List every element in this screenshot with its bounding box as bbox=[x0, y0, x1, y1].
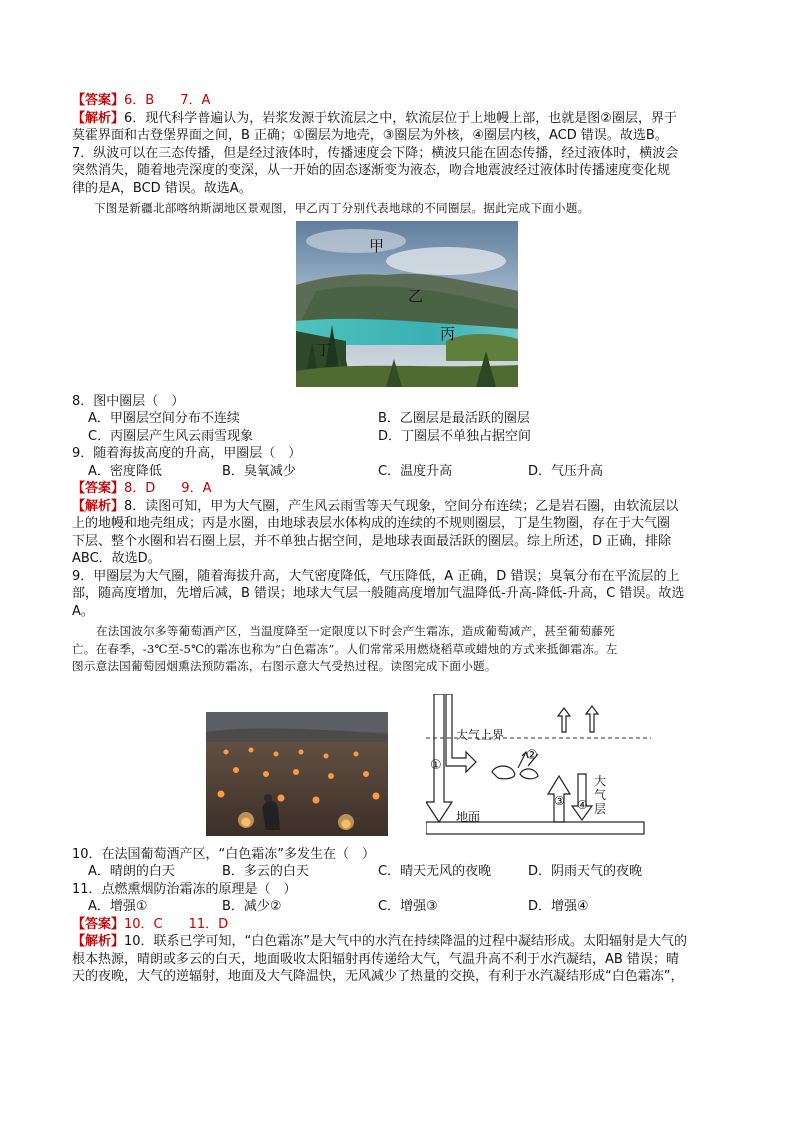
option-a: A．密度降低 bbox=[88, 463, 162, 479]
label-n3: ③ bbox=[554, 793, 565, 808]
option-a: A．晴朗的白天 bbox=[88, 864, 175, 879]
explanation-line: 天的夜晚，大气的逆辐射，地面及大气降温快，无风减少了热量的交换，有利于水汽凝结形成“白色霜冻”， bbox=[72, 969, 684, 984]
answer-tag: 【答案】 bbox=[72, 481, 125, 496]
option-b: B．乙圈层是最活跃的圈层 bbox=[378, 411, 530, 426]
explanation-line: 部，随高度增加，先增后减，B 错误；地球大气层一般随高度增加气温降低-升高-降低-升高，C 错误。故选 bbox=[72, 586, 685, 601]
intro-line: 图示意法国葡萄园烟熏法预防霜冻，右图示意大气受热过程。读图完成下面小题。 bbox=[72, 659, 497, 673]
option-a: A．增强① bbox=[88, 899, 148, 914]
label-n1: ① bbox=[430, 757, 442, 773]
label-bing: 丙 bbox=[440, 324, 456, 343]
question-8 bbox=[72, 393, 724, 446]
intro-paragraph-2 bbox=[72, 623, 724, 676]
explanation-line: 6．现代科学普遍认为，岩浆发源于软流层之中，软流层位于上地幔上部，也就是图②圈层，界于 bbox=[124, 110, 677, 126]
option-d: D．气压升高 bbox=[528, 463, 604, 479]
label-n4: ④ bbox=[577, 797, 588, 812]
label-n2: ② bbox=[526, 747, 538, 763]
question-stem: 8．图中圈层（ ） bbox=[72, 393, 185, 409]
kanas-lake-photo bbox=[296, 221, 518, 387]
answer-text: 8．D 9．A bbox=[124, 481, 212, 496]
question-10 bbox=[72, 846, 724, 881]
explanation-line: 10．联系已学可知，“白色霜冻”是大气中的水汽在持续降温的过程中凝结形成。太阳辐射是大气的 bbox=[124, 934, 688, 949]
option-d: D．增强④ bbox=[528, 899, 589, 914]
intro-line: 亡。在春季，-3℃至-5℃的霜冻也称为“白色霜冻”。人们常常采用燃烧稻草或蜡烛的方式来抵御霜冻。左 bbox=[72, 641, 618, 656]
option-b: B．臭氧减少 bbox=[222, 463, 296, 479]
explanation-10-11 bbox=[72, 933, 724, 986]
label-atmosphere-layer: 大 气 层 bbox=[594, 773, 607, 816]
label-jia: 甲 bbox=[369, 236, 385, 255]
option-a: A．甲圈层空间分布不连续 bbox=[88, 411, 240, 426]
label-yi: 乙 bbox=[408, 286, 424, 305]
answer-8-9 bbox=[72, 480, 724, 498]
answer-6-7 bbox=[72, 92, 724, 110]
question-11 bbox=[72, 881, 724, 916]
answer-10-11 bbox=[72, 916, 724, 934]
question-stem: 9．随着海拔高度的升高，甲圈层（ ） bbox=[72, 446, 302, 461]
explanation-line: 9．甲圈层为大气圈，随着海拔升高，大气密度降低，气压降低，A 正确，D 错误；臭氧分布在平流层的上 bbox=[72, 568, 680, 584]
option-c: C．增强③ bbox=[378, 899, 438, 914]
explanation-line: 下层、整个水圈和岩石圈上层，并不单独占据空间，是地球表面最活跃的圈层。综上所述，D 正确，排除 bbox=[72, 533, 672, 549]
label-ding: 丁 bbox=[316, 340, 332, 359]
option-c: C．晴天无风的夜晚 bbox=[378, 864, 492, 879]
option-b: B．多云的白天 bbox=[222, 864, 309, 879]
option-b: B．减少② bbox=[222, 899, 282, 914]
explanation-line: 7．纵波可以在三态传播，但是经过液体时，传播速度会下降；横波只能在固态传播，经过液体时，横波会 bbox=[72, 145, 679, 161]
question-9 bbox=[72, 445, 724, 480]
figure-kanas-lake bbox=[72, 221, 724, 391]
label-ground: 地面 bbox=[456, 809, 481, 824]
explanation-6-7 bbox=[72, 110, 724, 198]
answer-text: 6．B 7．A bbox=[124, 93, 211, 108]
option-c: C．温度升高 bbox=[378, 463, 453, 479]
label-upper-atmosphere: 大气上界 bbox=[456, 727, 505, 742]
answer-tag: 【答案】 bbox=[72, 916, 125, 932]
explanation-tag: 【解析】 bbox=[72, 934, 125, 949]
explanation-tag: 【解析】 bbox=[72, 498, 125, 514]
option-d: D．丁圈层不单独占据空间 bbox=[378, 428, 532, 444]
explanation-line: ABC．故选D。 bbox=[72, 551, 161, 566]
explanation-line: 莫霍界面和古登堡界面之间，B 正确；①圈层为地壳，③圈层为外核，④圈层内核，ACD 错误。故选B。 bbox=[72, 128, 668, 143]
page-content bbox=[72, 92, 724, 986]
answer-tag: 【答案】 bbox=[72, 93, 125, 108]
answer-text: 10．C 11．D bbox=[124, 916, 229, 932]
intro-paragraph-1: 下图是新疆北部喀纳斯湖地区景观图，甲乙丙丁分别代表地球的不同圈层。据此完成下面小题。 bbox=[94, 201, 590, 215]
question-stem: 10．在法国葡萄酒产区，“白色霜冻”多发生在（ ） bbox=[72, 846, 376, 862]
intro-line: 在法国波尔多等葡萄酒产区，当温度降至一定限度以下时会产生霜冻，造成葡萄减产，甚至葡萄藤死 bbox=[96, 624, 615, 638]
explanation-line: 律的是A，BCD 错误。故选A。 bbox=[72, 180, 252, 196]
explanation-line: 根本热源，晴朗或多云的白天，地面吸收太阳辐射再传递给大气，气温升高不利于水汽凝结，AB 错误；晴 bbox=[72, 951, 679, 967]
explanation-8-9 bbox=[72, 498, 724, 621]
vineyard-smoke-photo bbox=[206, 712, 388, 836]
explanation-tag: 【解析】 bbox=[72, 110, 125, 126]
option-c: C．丙圈层产生风云雨雪现象 bbox=[88, 428, 254, 444]
figure-frost-row bbox=[72, 694, 724, 844]
explanation-line: 8．读图可知，甲为大气圈，产生风云雨雪等天气现象，空间分布连续；乙是岩石圈，由软流层以 bbox=[124, 498, 679, 514]
explanation-line: 上的地幔和地壳组成；丙是水圈，由地球表层水体构成的连续的不规则圈层，丁是生物圈，存在于大气圈 bbox=[72, 516, 671, 531]
explanation-line: 突然消失，随着地壳深度的变深，从一开始的固态逐渐变为液态，吻合地震波经过液体时传播速度变化规 bbox=[72, 163, 671, 178]
explanation-line: A。 bbox=[72, 603, 94, 619]
question-stem: 11．点燃熏烟防治霜冻的原理是（ ） bbox=[72, 881, 297, 897]
option-d: D．阴雨天气的夜晚 bbox=[528, 864, 643, 879]
